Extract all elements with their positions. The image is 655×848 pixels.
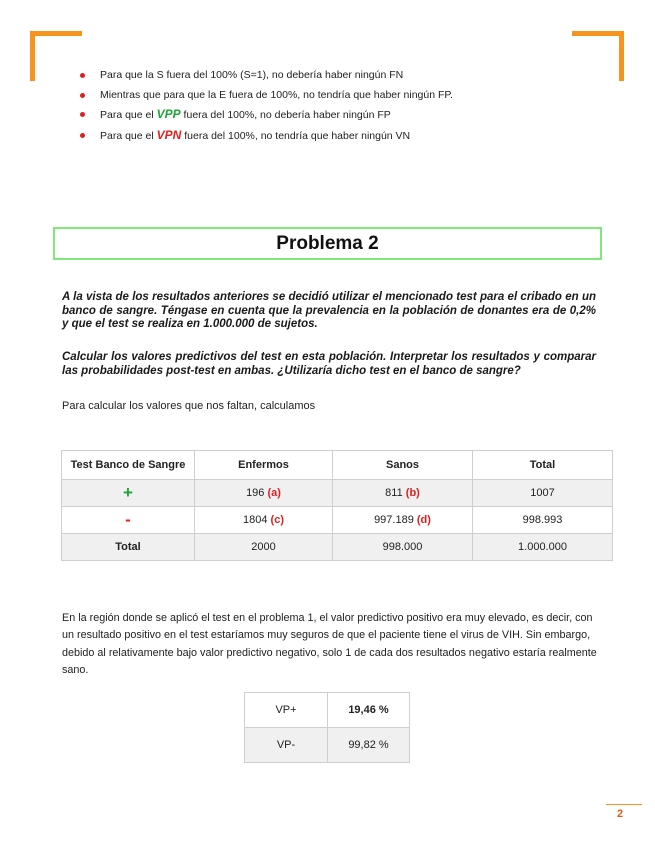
corner-decoration-top-right-vertical	[619, 31, 624, 81]
header-test: Test Banco de Sangre	[62, 451, 195, 480]
bullet-item	[78, 126, 598, 147]
bullet-list	[78, 66, 598, 146]
table-cell: 998.000	[333, 534, 473, 561]
problem-statement: A la vista de los resultados anteriores se decidió utilizar el mencionado test para el cribado en un banco de sangre. Téngase en cuenta que la prevalencia en la población de donantes era de 0,2% y que el test se realiza en 1.000.000 de sujetos.	[62, 291, 596, 330]
vp-negative-label: VP-	[245, 728, 328, 763]
bullet-text: Para que el	[100, 129, 157, 142]
interpretation-paragraph: En la región donde se aplicó el test en el problema 1, el valor predictivo positivo era muy elevado, es decir, con un resultado positivo en el test estaríamos muy seguros de que el paciente tiene el virus de VIH. Sin embargo, debido al relativamente bajo valor predictivo negativo, solo 1 de cada dos resultados negativo estaría realmente sano.	[62, 612, 597, 676]
vpn-term: VPN	[156, 127, 182, 142]
table-cell	[333, 507, 473, 534]
header-total: Total	[473, 451, 613, 480]
row-label: +	[123, 483, 133, 502]
cell-value: 196	[246, 487, 265, 499]
problem-title-box	[53, 227, 602, 260]
table-cell: 1.000.000	[473, 534, 613, 561]
cell-tag: (b)	[405, 487, 420, 499]
vp-negative-value: 99,82 %	[328, 728, 410, 763]
predictive-values-table	[244, 692, 410, 763]
header-enfermos: Enfermos	[195, 451, 333, 480]
corner-decoration-top-left	[30, 31, 82, 36]
row-label: -	[125, 510, 131, 529]
cell-tag: (a)	[267, 487, 281, 499]
row-label: Total	[62, 534, 195, 561]
bullet-item	[78, 105, 598, 126]
bullet-dot-icon	[80, 93, 85, 98]
page-number-rule	[606, 804, 642, 805]
contingency-table	[61, 450, 613, 561]
vp-positive-label: VP+	[245, 693, 328, 728]
table-row	[245, 693, 410, 728]
cell-value: 997.189	[374, 514, 414, 526]
bullet-text: Para que el	[100, 109, 157, 121]
table-cell: 2000	[195, 534, 333, 561]
cell-value: 1804	[243, 514, 268, 526]
bullet-dot-icon	[80, 112, 85, 117]
problem-title: Problema 2	[276, 233, 379, 254]
bullet-dot-icon	[80, 73, 85, 78]
bullet-item	[78, 66, 598, 86]
problem-question: Calcular los valores predictivos del test en esta población. Interpretar los resultados y comparar las probabilidades post-test en ambas. ¿Utilizaría dicho test en el banco de sangre?	[62, 351, 596, 377]
bullet-dot-icon	[80, 133, 85, 138]
vpp-term: VPP	[156, 107, 181, 121]
table-cell	[195, 507, 333, 534]
page-number: 2	[617, 808, 624, 820]
cell-value: 811	[385, 487, 403, 499]
corner-decoration-top-right	[572, 31, 624, 36]
bullet-text: Mientras que para que la E fuera de 100%, no tendría que haber ningún FP.	[100, 88, 453, 101]
bullet-text: Para que la S fuera del 100% (S=1), no debería haber ningún FN	[100, 69, 404, 81]
intro-text: Para calcular los valores que nos faltan, calculamos	[62, 400, 316, 412]
corner-decoration-top-left-vertical	[30, 31, 35, 81]
table-row-total	[62, 534, 613, 561]
table-cell	[333, 480, 473, 507]
minus-icon	[62, 507, 195, 534]
bullet-text: fuera del 100%, no tendría que haber ningún VN	[181, 129, 411, 142]
table-row	[62, 480, 613, 507]
table-row	[245, 728, 410, 763]
bullet-item	[78, 86, 598, 106]
vp-positive-value: 19,46 %	[328, 693, 410, 728]
table-cell: 1007	[473, 480, 613, 507]
table-row	[62, 507, 613, 534]
table-header-row	[62, 451, 613, 480]
table-cell	[195, 480, 333, 507]
plus-icon	[62, 480, 195, 507]
header-sanos: Sanos	[333, 451, 473, 480]
bullet-text: fuera del 100%, no debería haber ningún FP	[180, 109, 391, 121]
table-cell: 998.993	[473, 507, 613, 534]
cell-tag: (c)	[270, 514, 284, 526]
cell-tag: (d)	[416, 514, 431, 526]
